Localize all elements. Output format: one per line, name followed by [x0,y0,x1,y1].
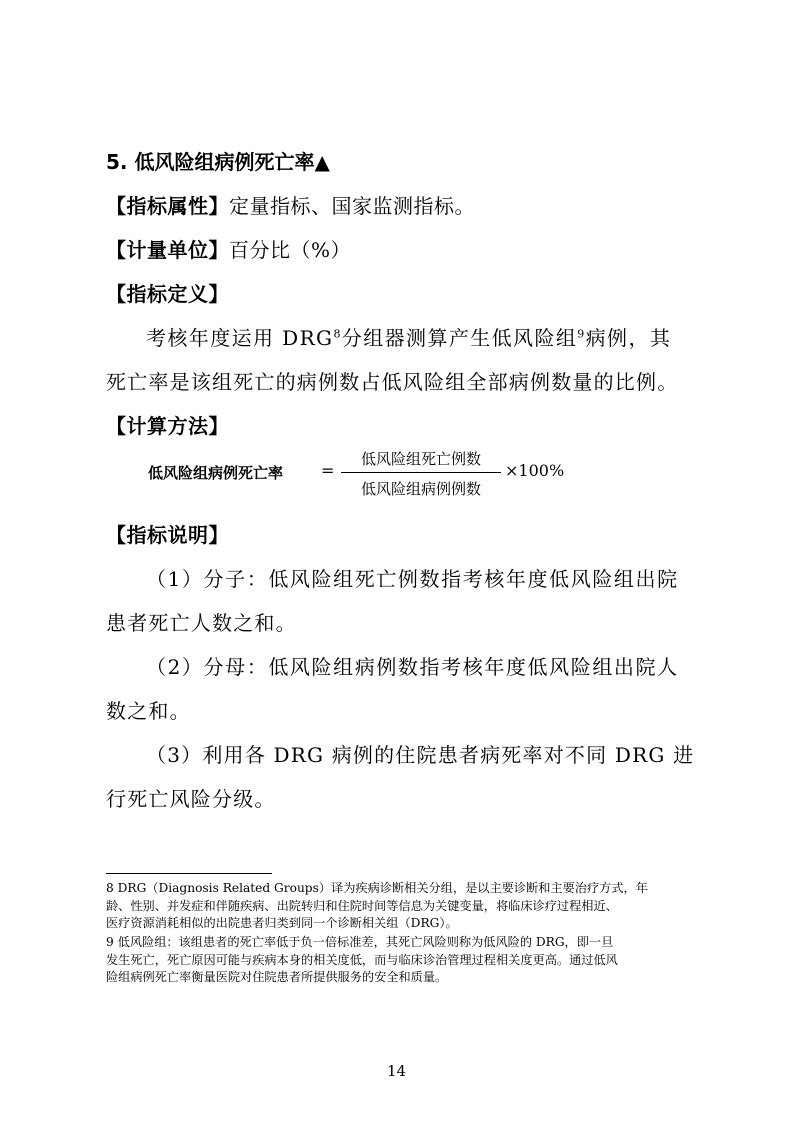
footnote-8-line-2: 龄、性别、并发症和伴随疾病、出院转归和住院时间等信息为关键变量，将临床诊疗过程相近、 [106,898,618,913]
explanation-label: 【指标说明】 [106,523,229,547]
explanation-heading [106,522,696,548]
footnote-ref-9[interactable]: 9 [577,327,586,341]
footnote-9-line-3: 险组病例死亡率衡量医院对住院患者所提供服务的安全和质量。 [106,970,448,984]
footnote-ref-8[interactable]: 8 [333,327,342,341]
definition-text-part: 考核年度运用 DRG [146,326,334,350]
page-number: 14 [386,1062,407,1080]
definition-text-line-1 [146,325,736,351]
unit-value: 百分比（%） [229,238,352,262]
footnote-8-line-3: 医疗资源消耗相似的出院患者归类到同一个诊断相关组（DRG）。 [106,916,458,930]
explanation-item-3-line-1: （3）利用各 DRG 病例的住院患者病死率对不同 DRG 进 [146,743,695,767]
attribute-label: 【指标属性】 [106,194,229,218]
formula-lhs: 低风险组病例死亡率 [148,464,284,482]
section-title: 5. 低风险组病例死亡率▲ [106,150,330,174]
footnote-separator [106,873,272,874]
explanation-item-1-line-2: 患者死亡人数之和。 [106,611,297,635]
footnote-8-line-1: 8 DRG（Diagnosis Related Groups）译为疾病诊断相关分组，是以主要诊断和主要治疗方式，年 [106,881,648,895]
attribute-line [106,193,696,219]
explanation-item-2-line-1: （2）分母：低风险组病例数指考核年度低风险组出院人 [146,655,679,679]
definition-text-part: 分组器测算产生低风险组 [341,326,578,350]
formula-denominator: 低风险组病例例数 [360,480,481,498]
fraction-bar [341,472,501,473]
definition-label: 【指标定义】 [106,282,229,306]
formula-equals: = [321,461,335,480]
definition-heading [106,281,696,307]
explanation-item-2-line-2: 数之和。 [106,699,191,723]
unit-line [106,237,696,263]
formula [148,446,608,502]
formula-multiplier: ×100% [505,461,565,480]
attribute-value: 定量指标、国家监测指标。 [229,194,475,218]
explanation-item-1-line-1: （1）分子：低风险组死亡例数指考核年度低风险组出院 [146,567,679,591]
explanation-item-3-line-2: 行死亡风险分级。 [106,787,276,811]
definition-text-line-2: 死亡率是该组死亡的病例数占低风险组全部病例数量的比例。 [106,370,679,394]
calculation-label: 【计算方法】 [106,414,229,438]
definition-text-part: 病例，其 [585,326,672,350]
unit-label: 【计量单位】 [106,238,229,262]
calculation-heading [106,413,696,439]
formula-numerator: 低风险组死亡例数 [360,450,481,468]
footnote-9-line-2: 发生死亡，死亡原因可能与疾病本身的相关度低，而与临床诊治管理过程相关度更高。通过低风 [106,952,618,967]
footnote-9-line-1: 9 低风险组：该组患者的死亡率低于负一倍标准差，其死亡风险则称为低风险的 DRG，即一旦 [106,935,614,949]
